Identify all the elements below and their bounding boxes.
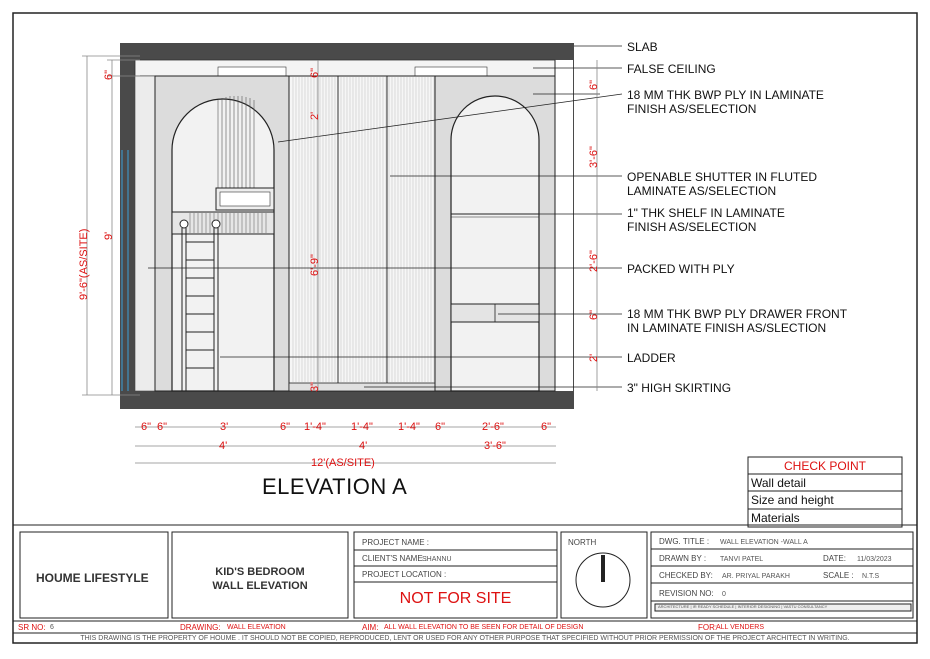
label-shutter-1: OPENABLE SHUTTER IN FLUTED xyxy=(627,170,818,184)
ceiling-cove-left xyxy=(218,67,286,76)
for-label: FOR: xyxy=(698,623,718,632)
checkpoint-item: Size and height xyxy=(751,493,834,507)
revision-value: 0 xyxy=(722,591,726,598)
elevation-title: ELEVATION A xyxy=(262,474,408,499)
north-label: NORTH xyxy=(568,538,597,547)
right-arch xyxy=(451,96,539,391)
drawing-name-1: KID'S BEDROOM xyxy=(215,566,305,578)
left-arch xyxy=(172,99,274,391)
dim-row1-3: 6" xyxy=(280,421,291,433)
label-shutter-2: LAMINATE AS/SELECTION xyxy=(627,184,777,198)
dim-row1-9: 6" xyxy=(541,421,552,433)
label-ply-laminate-2: FINISH AS/SELECTION xyxy=(627,102,757,116)
dim-inner-height: 9' xyxy=(103,231,115,240)
aim-value: ALL WALL ELEVATION TO BE SEEN FOR DETAIL OF DESIGN xyxy=(384,624,584,631)
dim-r-26: 2'-6" xyxy=(588,250,600,272)
drawing-label: DRAWING: xyxy=(180,623,221,632)
label-drawer-2: IN LAMINATE FINISH AS/SLECTION xyxy=(627,321,827,335)
dim-r-66: 6" xyxy=(588,79,600,90)
dim-mid-2: 2' xyxy=(309,111,321,120)
sr-no-label: SR NO: xyxy=(18,623,46,632)
dim-row1-7: 6" xyxy=(435,421,446,433)
services-line: ARCHITECTURE | IR READY SCHEDULE | INTERIOR DESIGNING | VASTU CONSULTANCY xyxy=(658,604,828,609)
dim-row1-2: 3' xyxy=(220,421,229,433)
dim-r-36: 3'-6" xyxy=(588,146,600,168)
false-ceiling xyxy=(135,60,555,76)
not-for-site: NOT FOR SITE xyxy=(399,590,512,607)
checked-by-value: AR. PRIYAL PARAKH xyxy=(722,573,790,580)
dim-r-6: 6" xyxy=(588,309,600,320)
checked-by-label: CHECKED BY: xyxy=(659,571,713,580)
label-packed: PACKED WITH PLY xyxy=(627,262,735,276)
sr-no-value: 6 xyxy=(50,624,54,631)
scale-value: N.T.S xyxy=(862,573,880,580)
label-slab: SLAB xyxy=(627,40,658,54)
packed-ply xyxy=(135,76,155,391)
for-value: ALL VENDERS xyxy=(716,624,764,631)
dwg-title-label: DWG. TITLE : xyxy=(659,537,710,546)
revision-label: REVISION NO: xyxy=(659,589,714,598)
company-name: HOUME LIFESTYLE xyxy=(36,571,149,585)
dim-row1-4: 1'-4" xyxy=(304,421,326,433)
drawn-by-label: DRAWN BY : xyxy=(659,554,707,563)
dim-row2-0: 4' xyxy=(219,440,228,452)
dim-row3: 12'(AS/SITE) xyxy=(311,457,375,469)
ceiling-cove-right xyxy=(415,67,487,76)
dim-mid-69: 6'-9" xyxy=(309,254,321,276)
label-drawer-1: 18 MM THK BWP PLY DRAWER FRONT xyxy=(627,307,848,321)
project-location-label: PROJECT LOCATION : xyxy=(362,570,447,579)
dim-r-2: 2' xyxy=(588,353,600,362)
north-arrow xyxy=(601,555,605,582)
dwg-title-value: WALL ELEVATION -WALL A xyxy=(720,539,808,546)
label-skirting: 3" HIGH SKIRTING xyxy=(627,381,732,395)
date-value: 11/03/2023 xyxy=(857,556,892,563)
dim-row1-0: 6" xyxy=(141,421,152,433)
label-shelf-2: FINISH AS/SELECTION xyxy=(627,220,757,234)
scale-label: SCALE : xyxy=(823,571,854,580)
label-false-ceiling: FALSE CEILING xyxy=(627,62,716,76)
dim-row2-2: 3'-6" xyxy=(484,440,506,452)
drawn-by-value: TANVI PATEL xyxy=(720,556,764,563)
dim-total-height: 9'-6"(AS/SITE) xyxy=(78,228,90,300)
aim-label: AIM: xyxy=(362,623,379,632)
client-label: CLIENT'S NAME : xyxy=(362,554,428,563)
checkpoint-item: Wall detail xyxy=(751,476,806,490)
checkpoint-title: CHECK POINT xyxy=(784,459,867,473)
dim-mid-6: 6" xyxy=(309,67,321,78)
label-ladder: LADDER xyxy=(627,351,676,365)
dim-mid-3: 3" xyxy=(309,381,321,392)
client-value: SHANNU xyxy=(422,556,452,563)
dim-row1-5: 1'-4" xyxy=(351,421,373,433)
drawing-value: WALL ELEVATION xyxy=(227,624,286,631)
date-label: DATE: xyxy=(823,554,846,563)
dim-top-6: 6" xyxy=(103,69,115,80)
drawing-name-2: WALL ELEVATION xyxy=(212,580,308,592)
dim-row1-1: 6" xyxy=(157,421,168,433)
disclaimer: THIS DRAWING IS THE PROPERTY OF HOUME . IT SHOULD NOT BE COPIED, REPRODUCED, LENT OR USED FOR ANY OTHER PURPOSE THAT SPECIFIED WITHOUT PRIOR PERMISSION OF THE PROJECT ARCHITECT IN WRITING. xyxy=(80,635,850,642)
checkpoint-item: Materials xyxy=(751,511,800,525)
project-name-label: PROJECT NAME : xyxy=(362,538,429,547)
dim-row1-8: 2'-6" xyxy=(482,421,504,433)
label-shelf-1: 1" THK SHELF IN LAMINATE xyxy=(627,206,785,220)
dim-row2-1: 4' xyxy=(359,440,368,452)
label-ply-laminate-1: 18 MM THK BWP PLY IN LAMINATE xyxy=(627,88,824,102)
dim-row1-6: 1'-4" xyxy=(398,421,420,433)
